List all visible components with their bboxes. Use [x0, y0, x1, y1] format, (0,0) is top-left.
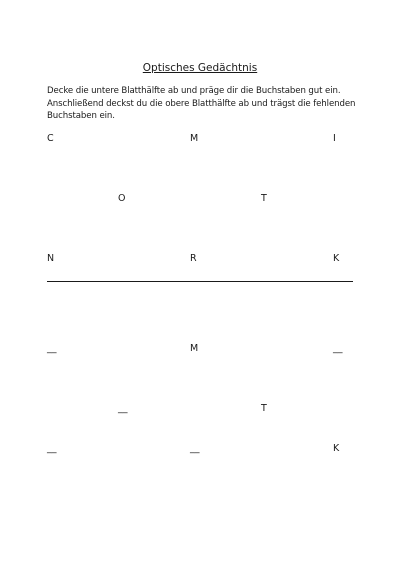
page-title: Optisches Gedächtnis	[142, 62, 258, 74]
top-letter: O	[118, 193, 126, 204]
top-letter: I	[333, 133, 336, 144]
half-divider	[47, 281, 353, 282]
top-letter: R	[190, 253, 197, 264]
bottom-blank[interactable]: __	[190, 443, 200, 454]
top-letter: T	[261, 193, 267, 204]
bottom-blank[interactable]: __	[47, 343, 57, 354]
instructions	[47, 85, 367, 123]
bottom-letter: M	[190, 343, 199, 354]
bottom-blank[interactable]: __	[47, 443, 57, 454]
bottom-letter: K	[333, 443, 340, 454]
top-letter: N	[47, 253, 55, 264]
top-letter: C	[47, 133, 54, 144]
top-letter: K	[333, 253, 340, 264]
bottom-blank[interactable]: __	[333, 343, 343, 354]
instruction-line: Buchstaben ein.	[47, 111, 115, 121]
instruction-line: Anschließend deckst du die obere Blatthälfte ab und trägst die fehlenden	[47, 98, 356, 109]
bottom-letter: T	[261, 403, 267, 414]
bottom-blank[interactable]: __	[118, 403, 128, 414]
top-letter: M	[190, 133, 199, 144]
instruction-line: Decke die untere Blatthälfte ab und präge dir die Buchstaben gut ein.	[47, 86, 341, 96]
